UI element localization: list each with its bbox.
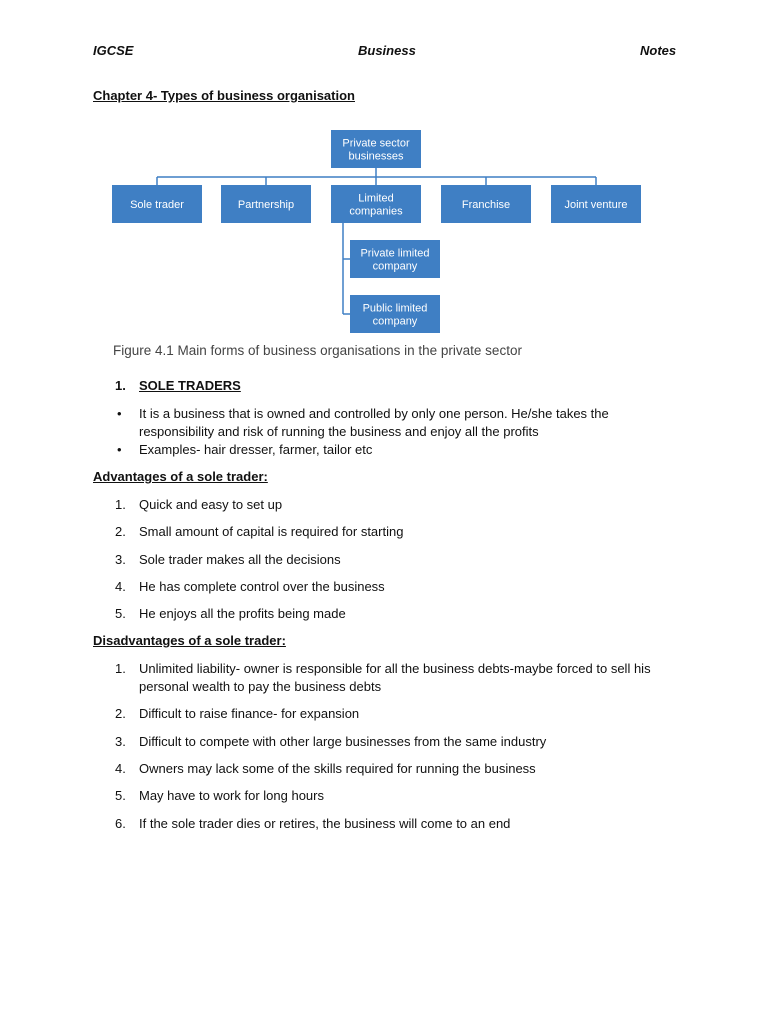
- list-item: [115, 815, 699, 833]
- box-label: Franchise: [461, 199, 511, 211]
- list-item: [115, 551, 699, 569]
- sole-trader-bullets: [115, 405, 675, 459]
- advantages-heading: Advantages of a sole trader:: [93, 469, 268, 484]
- franchise-box: [441, 185, 531, 223]
- box-label: Sole trader: [130, 199, 184, 211]
- figure-caption: Figure 4.1 Main forms of business organisations in the private sector: [113, 343, 522, 358]
- box-label: Public limited: [362, 302, 428, 315]
- list-text: Sole trader makes all the decisions: [139, 552, 341, 567]
- private-limited-company-box: [350, 240, 440, 278]
- box-label: Joint venture: [564, 199, 628, 211]
- bullet-item: • It is a business that is owned and controlled by only one person. He/she takes the responsibility and risk of running the business and enjoy all the profits: [115, 405, 675, 441]
- list-text: Difficult to compete with other large businesses from the same industry: [139, 734, 547, 749]
- header-center: Business: [358, 43, 416, 58]
- list-item: [115, 760, 699, 778]
- box-label: company: [372, 315, 418, 328]
- root-box: [331, 130, 421, 168]
- header-left: IGCSE: [93, 43, 134, 58]
- list-number: 3.: [115, 734, 126, 749]
- list-item: [115, 787, 699, 805]
- list-number: 2.: [115, 524, 126, 539]
- list-item: [115, 523, 699, 541]
- section-sole-traders-heading: [115, 378, 241, 393]
- list-item: [115, 496, 699, 514]
- chapter-title: Chapter 4- Types of business organisation: [93, 88, 355, 103]
- list-text: If the sole trader dies or retires, the business will come to an end: [139, 816, 511, 831]
- box-label: Private limited: [360, 247, 430, 260]
- list-item: [115, 705, 699, 723]
- list-text: Unlimited liability- owner is responsible for all the business debts-maybe forced to sell his personal wealth to pay the business debts: [139, 661, 651, 694]
- list-number: 5.: [115, 788, 126, 803]
- public-limited-company-box: [350, 295, 440, 333]
- box-label: Limited: [358, 192, 394, 205]
- limited-companies-box: [331, 185, 421, 223]
- list-text: Small amount of capital is required for starting: [139, 524, 404, 539]
- list-item: [115, 605, 699, 623]
- list-text: Quick and easy to set up: [139, 497, 283, 512]
- disadvantages-heading: Disadvantages of a sole trader:: [93, 633, 286, 648]
- section-title: SOLE TRADERS: [139, 378, 241, 393]
- list-number: 4.: [115, 579, 126, 594]
- list-number: 5.: [115, 606, 126, 621]
- sole-trader-box: [112, 185, 202, 223]
- box-label: company: [372, 260, 418, 273]
- box-label: Private sector: [342, 137, 410, 150]
- section-number: 1.: [115, 378, 126, 393]
- list-text: Owners may lack some of the skills required for running the business: [139, 761, 536, 776]
- list-number: 6.: [115, 816, 126, 831]
- list-item: [115, 660, 699, 696]
- list-number: 4.: [115, 761, 126, 776]
- list-number: 3.: [115, 552, 126, 567]
- box-label: Partnership: [237, 199, 295, 211]
- list-text: He enjoys all the profits being made: [139, 606, 346, 621]
- list-text: May have to work for long hours: [139, 788, 324, 803]
- list-item: [115, 578, 699, 596]
- organisation-diagram: [105, 120, 650, 340]
- diagram-boxes: [112, 130, 641, 333]
- bullet-item: • Examples- hair dresser, farmer, tailor etc: [115, 441, 675, 459]
- list-number: 1.: [115, 661, 126, 676]
- list-text: He has complete control over the business: [139, 579, 385, 594]
- joint-venture-box: [551, 185, 641, 223]
- header-right: Notes: [640, 43, 677, 58]
- box-label: businesses: [348, 150, 404, 163]
- box-label: companies: [349, 205, 403, 218]
- list-text: Difficult to raise finance- for expansion: [139, 706, 360, 721]
- list-item: [115, 733, 699, 751]
- list-number: 2.: [115, 706, 126, 721]
- list-number: 1.: [115, 497, 126, 512]
- partnership-box: [221, 185, 311, 223]
